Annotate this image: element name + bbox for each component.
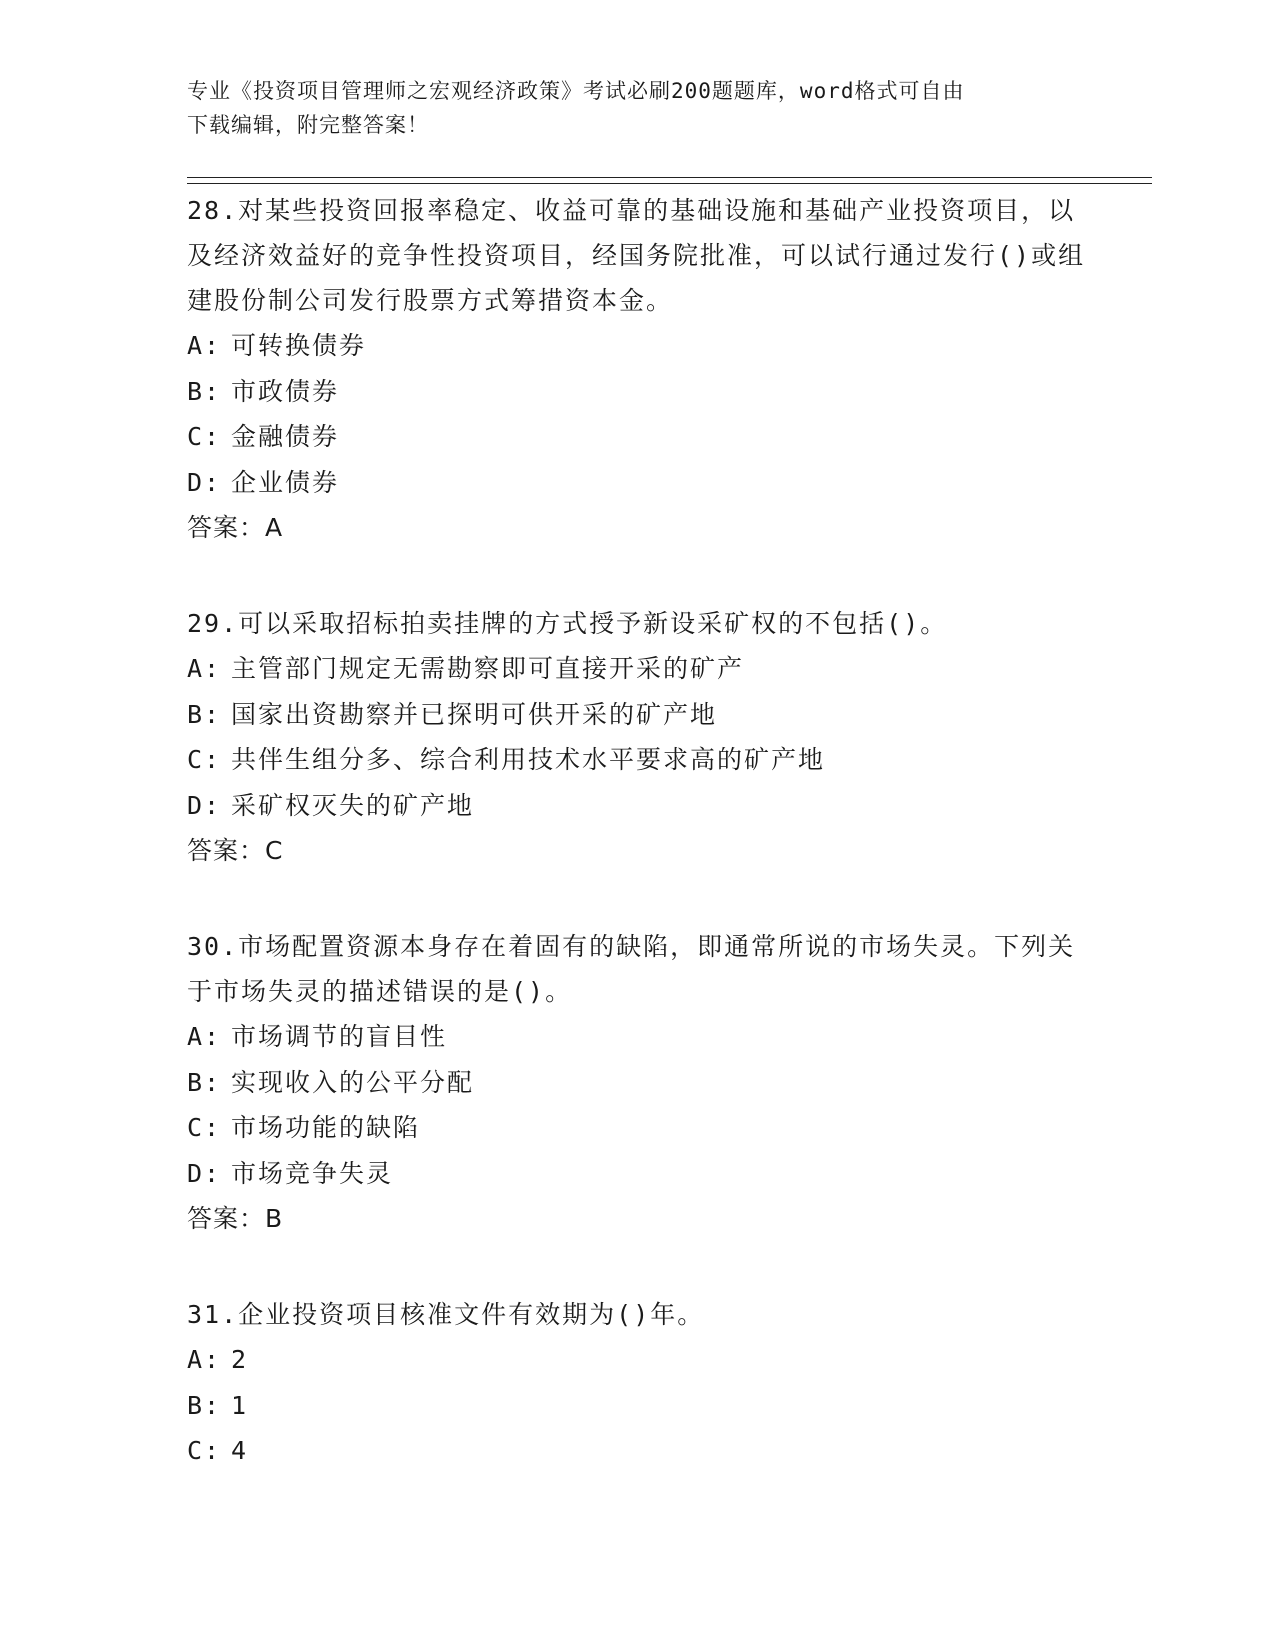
option-text: 市场竞争失灵 [231, 1158, 394, 1188]
option-c [187, 1428, 1087, 1474]
option-label: D: [187, 1158, 222, 1188]
option-a [187, 646, 1087, 692]
option-b [187, 369, 1087, 415]
option-text: 1 [231, 1390, 249, 1420]
option-label: B: [187, 1067, 222, 1097]
header-line-1: 专业《投资项目管理师之宏观经济政策》考试必刷200题题库，word格式可自由 [187, 79, 965, 103]
option-a [187, 1337, 1087, 1383]
answer: 答案：C [187, 836, 284, 865]
option-label: C: [187, 1436, 222, 1465]
option-text: 共伴生组分多、综合利用技术水平要求高的矿产地 [231, 745, 826, 774]
option-text: 主管部门规定无需勘察即可直接开采的矿产 [231, 654, 745, 683]
option-text: 4 [231, 1436, 249, 1465]
option-text: 实现收入的公平分配 [231, 1067, 475, 1097]
option-label: A: [187, 331, 222, 360]
option-c [187, 1105, 1087, 1151]
question-text: 29.可以采取招标拍卖挂牌的方式授予新设采矿权的不包括()。 [187, 609, 948, 638]
option-text: 市政债券 [231, 376, 340, 406]
option-a [187, 1014, 1087, 1060]
question-text: 30.市场配置资源本身存在着固有的缺陷，即通常所说的市场失灵。下列关于市场失灵的描述错误的是()。 [187, 932, 1076, 1006]
question-list [187, 188, 1087, 1524]
option-b [187, 1383, 1087, 1429]
option-label: A: [187, 654, 222, 683]
option-d [187, 1151, 1087, 1197]
option-text: 采矿权灭失的矿产地 [231, 790, 475, 820]
option-text: 金融债券 [231, 422, 340, 451]
option-d [187, 460, 1087, 506]
header-line-2: 下载编辑，附完整答案！ [187, 113, 429, 137]
option-text: 市场功能的缺陷 [231, 1113, 421, 1142]
option-label: C: [187, 1113, 222, 1142]
option-text: 2 [231, 1345, 249, 1374]
option-a [187, 323, 1087, 369]
question-29 [187, 601, 1087, 874]
option-label: D: [187, 467, 222, 497]
option-b [187, 1060, 1087, 1106]
option-label: B: [187, 376, 222, 406]
option-text: 市场调节的盲目性 [231, 1022, 448, 1051]
option-text: 企业债券 [231, 467, 340, 497]
option-text: 国家出资勘察并已探明可供开采的矿产地 [231, 699, 718, 729]
option-text: 可转换债券 [231, 331, 367, 360]
question-28 [187, 188, 1087, 551]
question-text: 28.对某些投资回报率稳定、收益可靠的基础设施和基础产业投资项目，以及经济效益好的竞争性投资项目，经国务院批准，可以试行通过发行()或组建股份制公司发行股票方式筹措资本金。 [187, 196, 1086, 315]
option-label: A: [187, 1345, 222, 1374]
answer: 答案：A [187, 513, 284, 542]
question-30 [187, 924, 1087, 1242]
option-label: D: [187, 790, 222, 820]
question-text: 31.企业投资项目核准文件有效期为()年。 [187, 1300, 705, 1329]
option-label: C: [187, 422, 222, 451]
option-label: B: [187, 699, 222, 729]
document-header [187, 74, 1087, 142]
answer: 答案：B [187, 1204, 284, 1233]
header-divider-top [187, 177, 1152, 178]
option-label: C: [187, 745, 222, 774]
question-31 [187, 1292, 1087, 1474]
option-b [187, 692, 1087, 738]
option-c [187, 414, 1087, 460]
option-c [187, 737, 1087, 783]
header-divider-bottom [187, 183, 1152, 184]
option-label: A: [187, 1022, 222, 1051]
option-label: B: [187, 1390, 222, 1420]
option-d [187, 783, 1087, 829]
